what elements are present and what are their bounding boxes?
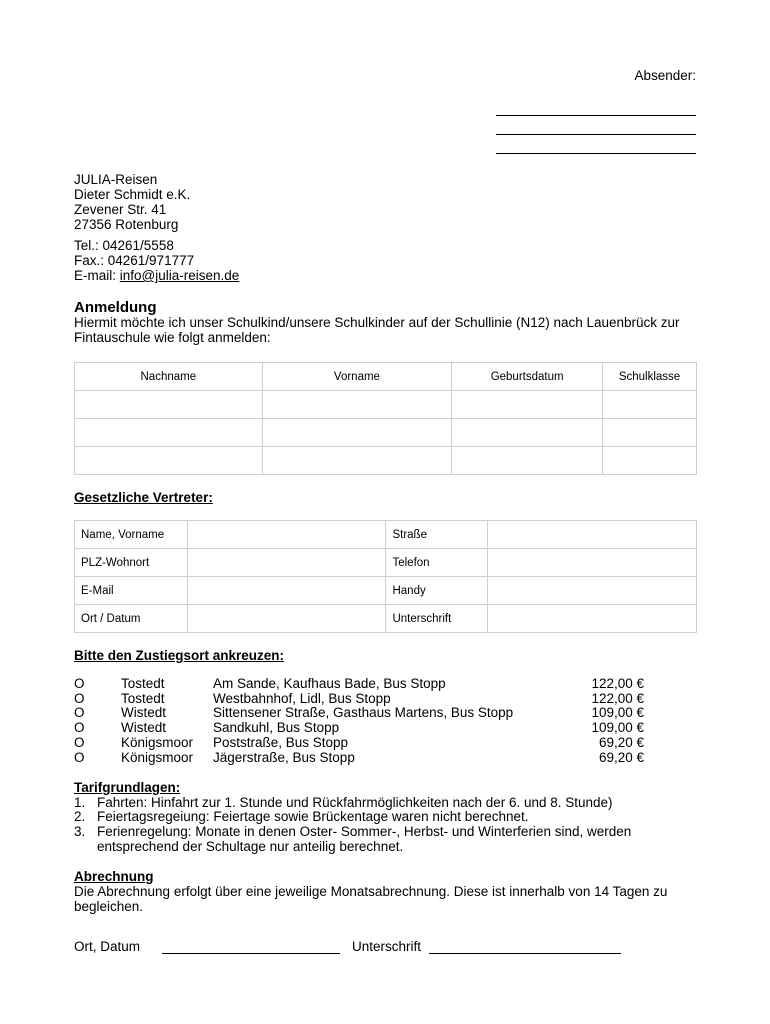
sender-line-1[interactable] xyxy=(496,97,696,116)
input-cell[interactable] xyxy=(603,419,697,447)
stop-desc: Sandkuhl, Bus Stopp xyxy=(213,720,340,736)
sender-line-2[interactable] xyxy=(496,116,696,135)
email-label: E-mail: xyxy=(74,268,120,283)
company-owner: Dieter Schmidt e.K. xyxy=(74,187,191,202)
stop-desc: Jägerstraße, Bus Stopp xyxy=(213,749,355,765)
header-nachname: Nachname xyxy=(75,363,263,391)
input-cell[interactable] xyxy=(75,391,263,419)
list-item xyxy=(74,692,644,707)
billing-text: Die Abrechnung erfolgt über eine jeweilige Monatsabrechnung. Diese ist innerhalb von 14 Tagen zu begleichen. xyxy=(74,884,668,914)
input-cell[interactable] xyxy=(452,419,603,447)
stop-place: Königsmoor xyxy=(121,749,194,765)
input-cell[interactable] xyxy=(187,549,386,577)
email-link[interactable]: info@julia-reisen.de xyxy=(119,268,240,283)
input-cell[interactable] xyxy=(488,605,697,633)
label-name: Name, Vorname xyxy=(75,521,188,549)
header-schulklasse: Schulklasse xyxy=(603,363,697,391)
input-cell[interactable] xyxy=(488,521,697,549)
tarif-title: Tarifgrundlagen: xyxy=(74,780,181,795)
company-name: JULIA-Reisen xyxy=(74,172,158,187)
sender-block xyxy=(496,68,696,154)
stops-title: Bitte den Zustiegsort ankreuzen: xyxy=(74,648,285,663)
input-cell[interactable] xyxy=(452,447,603,475)
stop-price: 69,20 € xyxy=(598,734,644,750)
company-city: 27356 Rotenburg xyxy=(74,217,179,232)
stop-place: Wistedt xyxy=(121,720,167,736)
input-cell[interactable] xyxy=(603,447,697,475)
stop-place: Wistedt xyxy=(121,705,167,721)
input-cell[interactable] xyxy=(262,447,452,475)
stop-price: 109,00 € xyxy=(591,705,644,721)
stop-place: Königsmoor xyxy=(121,734,194,750)
stops-list xyxy=(74,677,644,765)
company-fax: Fax.: 04261/971777 xyxy=(74,253,195,268)
registration-text: Hiermit möchte ich unser Schulkind/unsere Schulkinder auf der Schullinie (N12) nach Lauenbrück zur Fintauschule wie folgt anmelden: xyxy=(74,315,680,345)
list-item xyxy=(74,706,644,721)
input-cell[interactable] xyxy=(262,391,452,419)
table-row xyxy=(75,447,697,475)
place-date-label: Ort, Datum xyxy=(74,939,141,954)
input-cell[interactable] xyxy=(488,577,697,605)
registration-title: Anmeldung xyxy=(74,299,157,316)
representatives-table xyxy=(74,520,697,633)
signature-field[interactable] xyxy=(429,939,621,954)
input-cell[interactable] xyxy=(187,521,386,549)
label-telefon: Telefon xyxy=(386,549,488,577)
input-cell[interactable] xyxy=(75,419,263,447)
input-cell[interactable] xyxy=(603,391,697,419)
input-cell[interactable] xyxy=(187,577,386,605)
header-vorname: Vorname xyxy=(262,363,452,391)
tarif-text: Ferienregelung: Monate in denen Oster- Sommer-, Herbst- und Winterferien sind, werden entsprechend der Schultage nur anteilig berechnet. xyxy=(97,824,632,854)
stop-checkbox[interactable]: O xyxy=(74,720,85,736)
stop-checkbox[interactable]: O xyxy=(74,749,85,765)
stop-price: 122,00 € xyxy=(591,690,644,706)
table-row xyxy=(75,577,697,605)
list-item xyxy=(74,751,644,766)
stop-desc: Poststraße, Bus Stopp xyxy=(213,734,349,750)
label-ort-datum: Ort / Datum xyxy=(75,605,188,633)
label-strasse: Straße xyxy=(386,521,488,549)
label-handy: Handy xyxy=(386,577,488,605)
input-cell[interactable] xyxy=(187,605,386,633)
tarif-text: Fahrten: Hinfahrt zur 1. Stunde und Rückfahrmöglichkeiten nach der 6. und 8. Stunde) xyxy=(97,794,613,810)
tarif-num: 3. xyxy=(74,824,86,840)
representatives-title: Gesetzliche Vertreter: xyxy=(74,490,213,505)
company-street: Zevener Str. 41 xyxy=(74,202,167,217)
tarif-num: 1. xyxy=(74,794,86,810)
stop-price: 109,00 € xyxy=(591,720,644,736)
company-address xyxy=(74,172,239,283)
company-email-row xyxy=(74,268,239,283)
tarif-section xyxy=(74,781,714,855)
list-item xyxy=(74,796,714,811)
billing-title: Abrechnung xyxy=(74,869,154,884)
sender-line-3[interactable] xyxy=(496,135,696,154)
input-cell[interactable] xyxy=(75,447,263,475)
label-email: E-Mail xyxy=(75,577,188,605)
registration-section xyxy=(74,300,714,345)
stop-price: 122,00 € xyxy=(591,676,644,691)
stop-checkbox[interactable]: O xyxy=(74,676,85,691)
stop-checkbox[interactable]: O xyxy=(74,734,85,750)
list-item xyxy=(74,736,644,751)
input-cell[interactable] xyxy=(262,419,452,447)
stop-price: 69,20 € xyxy=(598,749,644,765)
stop-desc: Am Sande, Kaufhaus Bade, Bus Stopp xyxy=(213,676,446,691)
signature-row xyxy=(74,939,621,954)
table-row xyxy=(75,419,697,447)
list-item xyxy=(74,721,644,736)
company-tel: Tel.: 04261/5558 xyxy=(74,238,174,253)
table-row xyxy=(75,549,697,577)
kids-table xyxy=(74,362,697,475)
table-row xyxy=(75,521,697,549)
place-date-field[interactable] xyxy=(162,939,340,954)
billing-section xyxy=(74,869,714,914)
stop-checkbox[interactable]: O xyxy=(74,705,85,721)
input-cell[interactable] xyxy=(452,391,603,419)
stop-place: Tostedt xyxy=(121,690,165,706)
stop-checkbox[interactable]: O xyxy=(74,690,85,706)
header-geburtsdatum: Geburtsdatum xyxy=(452,363,603,391)
label-plz: PLZ-Wohnort xyxy=(75,549,188,577)
list-item xyxy=(74,810,714,825)
list-item xyxy=(74,677,644,692)
stop-desc: Westbahnhof, Lidl, Bus Stopp xyxy=(213,690,391,706)
tarif-num: 2. xyxy=(74,809,86,825)
sender-label: Absender: xyxy=(634,68,696,83)
table-row xyxy=(75,391,697,419)
stop-desc: Sittensener Straße, Gasthaus Martens, Bus Stopp xyxy=(213,705,514,721)
list-item xyxy=(74,825,714,854)
label-unterschrift: Unterschrift xyxy=(386,605,488,633)
signature-label: Unterschrift xyxy=(352,939,422,954)
tarif-text: Feiertagsregeiung: Feiertage sowie Brückentage waren nicht berechnet. xyxy=(97,809,529,825)
input-cell[interactable] xyxy=(488,549,697,577)
kids-table-header xyxy=(75,363,697,391)
table-row xyxy=(75,605,697,633)
stop-place: Tostedt xyxy=(121,676,165,691)
